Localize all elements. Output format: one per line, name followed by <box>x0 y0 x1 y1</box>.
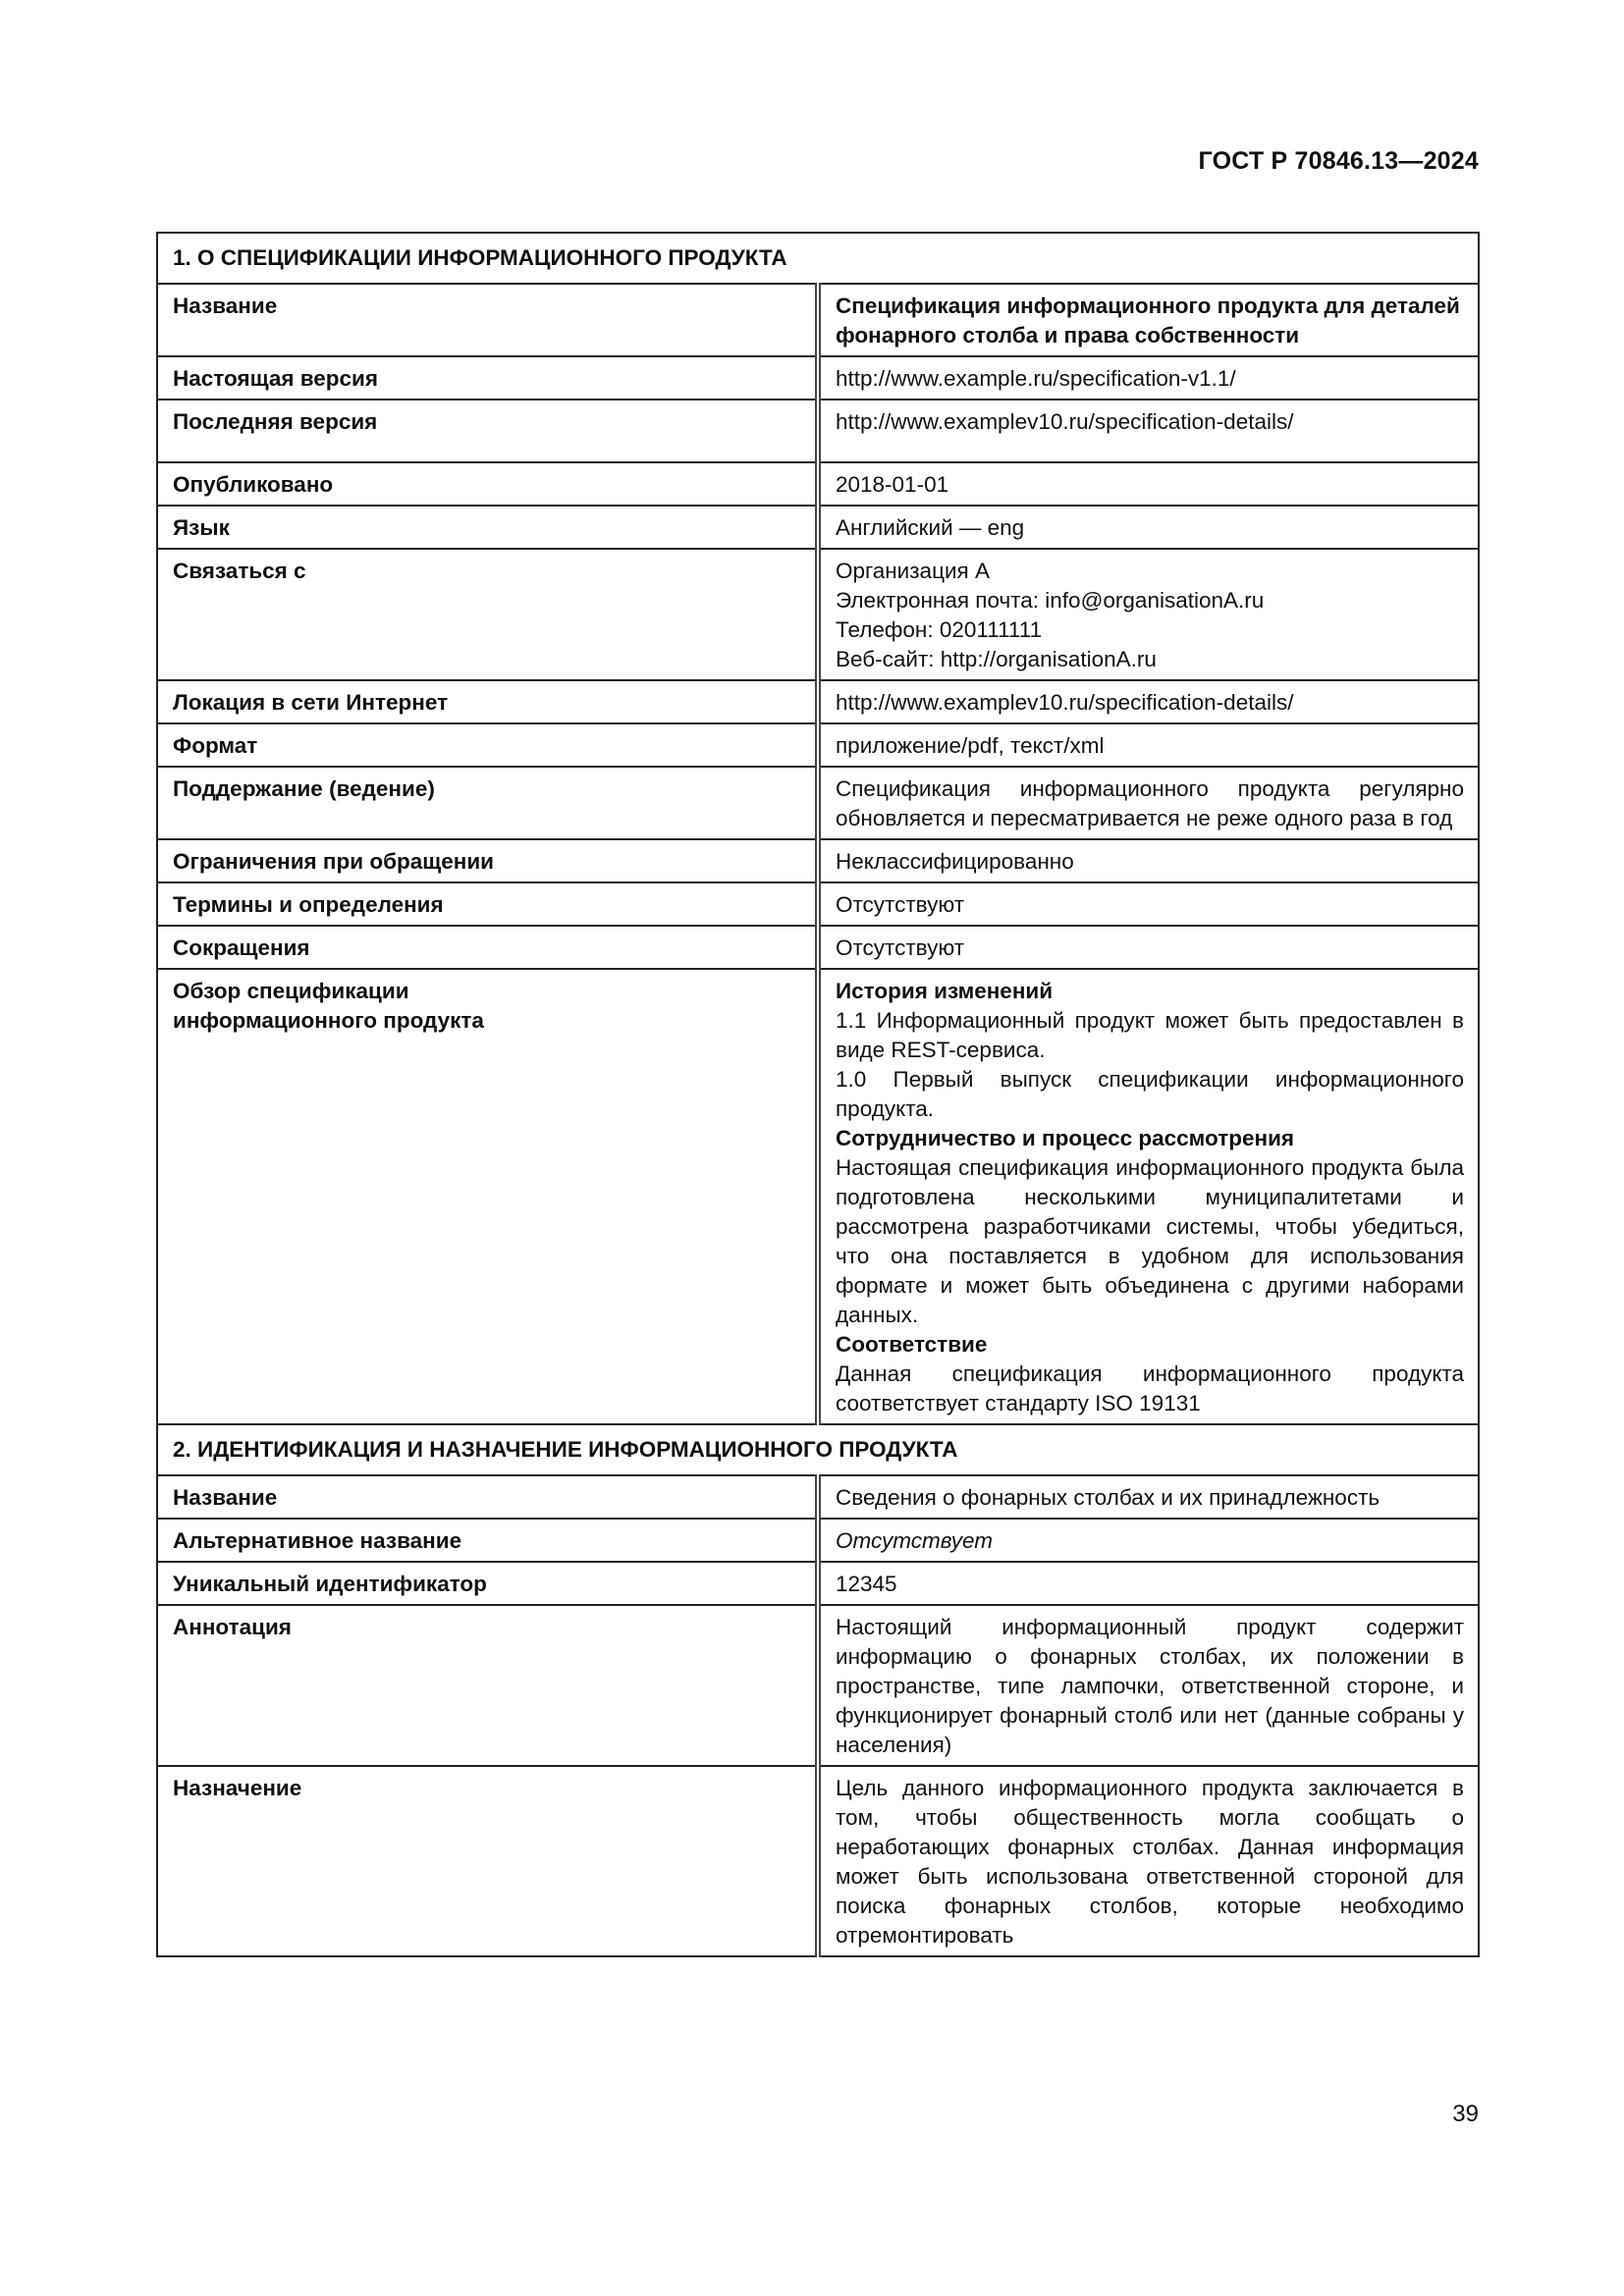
table-row <box>157 400 1479 462</box>
cooperation-text: Настоящая спецификация информационного продукта была подготовлена несколькими муниципалитетами и рассмотрена разработчиками системы, чтобы убедиться, что она поставляется в удобном для использования формате и может быть объединена с другими наборами данных. <box>836 1155 1464 1327</box>
annotation-label: Аннотация <box>157 1605 818 1766</box>
latest-version-label: Последняя версия <box>157 400 818 462</box>
contact-value <box>818 549 1479 680</box>
restrictions-label: Ограничения при обращении <box>157 839 818 882</box>
history-heading: История изменений <box>836 979 1054 1003</box>
overview-value <box>818 969 1479 1424</box>
contact-website[interactable]: Веб-сайт: http://organisationA.ru <box>836 647 1157 671</box>
table-row <box>157 549 1479 680</box>
restrictions-value: Неклассифицированно <box>818 839 1479 882</box>
annotation-value: Настоящий информационный продукт содержит информацию о фонарных столбах, их положении в пространстве, типе лампочки, ответственной стороне, и функционирует фонарный столб или нет (данные собраны у населения) <box>818 1605 1479 1766</box>
compliance-heading: Соответствие <box>836 1332 988 1357</box>
table-row <box>157 284 1479 356</box>
history-entry-1-0: 1.0 Первый выпуск спецификации информационного продукта. <box>836 1067 1464 1121</box>
purpose-label: Назначение <box>157 1766 818 1956</box>
contact-label: Связаться с <box>157 549 818 680</box>
section-2-header-row <box>157 1424 1479 1475</box>
alt-name-value: Отсутствует <box>818 1519 1479 1562</box>
table-row <box>157 1562 1479 1605</box>
abbreviations-label: Сокращения <box>157 926 818 969</box>
cooperation-heading: Сотрудничество и процесс рассмотрения <box>836 1126 1295 1150</box>
table-row <box>157 462 1479 506</box>
product-name-value: Сведения о фонарных столбах и их принадлежность <box>818 1475 1479 1519</box>
contact-email[interactable]: Электронная почта: info@organisationA.ru <box>836 588 1265 613</box>
compliance-text: Данная спецификация информационного продукта соответствует стандарту ISO 19131 <box>836 1362 1464 1415</box>
table-row <box>157 1605 1479 1766</box>
language-label: Язык <box>157 506 818 549</box>
terms-label: Термины и определения <box>157 882 818 926</box>
name-value: Спецификация информационного продукта для деталей фонарного столба и права собственности <box>818 284 1479 356</box>
table-row <box>157 680 1479 723</box>
table-row <box>157 926 1479 969</box>
table-row <box>157 839 1479 882</box>
table-row <box>157 723 1479 767</box>
section-1-title: 1. О СПЕЦИФИКАЦИИ ИНФОРМАЦИОННОГО ПРОДУКТА <box>157 233 1479 284</box>
table-row <box>157 1475 1479 1519</box>
maintenance-label: Поддержание (ведение) <box>157 767 818 839</box>
alt-name-label: Альтернативное название <box>157 1519 818 1562</box>
table-row <box>157 356 1479 400</box>
format-label: Формат <box>157 723 818 767</box>
product-name-label: Название <box>157 1475 818 1519</box>
page-number: 39 <box>1452 2101 1479 2127</box>
location-label: Локация в сети Интернет <box>157 680 818 723</box>
section-1-header-row <box>157 233 1479 284</box>
maintenance-value: Спецификация информационного продукта регулярно обновляется и пересматривается не реже одного раза в год <box>818 767 1479 839</box>
unique-id-label: Уникальный идентификатор <box>157 1562 818 1605</box>
specification-table <box>156 232 1480 1957</box>
language-value: Английский — eng <box>818 506 1479 549</box>
overview-label-line-2: информационного продукта <box>173 1008 484 1033</box>
abbreviations-value: Отсутствуют <box>818 926 1479 969</box>
published-value: 2018-01-01 <box>818 462 1479 506</box>
published-label: Опубликовано <box>157 462 818 506</box>
table-row <box>157 506 1479 549</box>
unique-id-value: 12345 <box>818 1562 1479 1605</box>
current-version-label: Настоящая версия <box>157 356 818 400</box>
document-code-header: ГОСТ Р 70846.13—2024 <box>1198 147 1479 175</box>
table-row <box>157 969 1479 1424</box>
terms-value: Отсутствуют <box>818 882 1479 926</box>
section-2-title: 2. ИДЕНТИФИКАЦИЯ И НАЗНАЧЕНИЕ ИНФОРМАЦИОННОГО ПРОДУКТА <box>157 1424 1479 1475</box>
history-entry-1-1: 1.1 Информационный продукт может быть предоставлен в виде REST-сервиса. <box>836 1008 1464 1062</box>
current-version-link[interactable]: http://www.example.ru/specification-v1.1/ <box>818 356 1479 400</box>
table-row <box>157 1766 1479 1956</box>
contact-organisation: Организация А <box>836 559 990 583</box>
format-value: приложение/pdf, текст/xml <box>818 723 1479 767</box>
table-row <box>157 882 1479 926</box>
overview-label <box>157 969 818 1424</box>
table-row <box>157 767 1479 839</box>
location-link[interactable]: http://www.examplev10.ru/specification-details/ <box>818 680 1479 723</box>
overview-label-line-1: Обзор спецификации <box>173 979 409 1003</box>
latest-version-link[interactable]: http://www.examplev10.ru/specification-details/ <box>818 400 1479 462</box>
table-row <box>157 1519 1479 1562</box>
name-label: Название <box>157 284 818 356</box>
purpose-value: Цель данного информационного продукта заключается в том, чтобы общественность могла сообщать о неработающих фонарных столбах. Данная информация может быть использована ответственной стороной для поиска фонарных столбов, которые необходимо отремонтировать <box>818 1766 1479 1956</box>
contact-phone: Телефон: 020111111 <box>836 617 1043 642</box>
